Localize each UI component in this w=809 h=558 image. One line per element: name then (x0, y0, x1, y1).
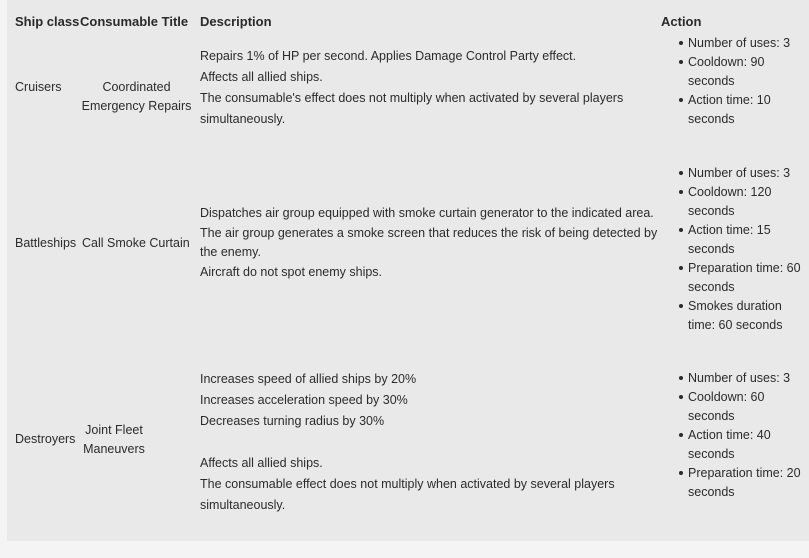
action-item: Preparation time: 20 seconds (661, 464, 809, 502)
description-line: Affects all allied ships. (200, 70, 323, 84)
action-item: Number of uses: 3 (661, 369, 809, 388)
header-consumable-title: Consumable Title (80, 14, 189, 29)
description-line: Affects all allied ships. (200, 456, 323, 470)
table-row-ship-class: Destroyers (15, 432, 76, 446)
table-row-actions (661, 34, 809, 129)
header-ship-class: Ship class (15, 14, 80, 29)
action-item: Smokes duration time: 60 seconds (661, 297, 809, 335)
description-line: Decreases turning radius by 30% (200, 414, 385, 428)
action-item: Preparation time: 60 seconds (661, 259, 809, 297)
action-item: Number of uses: 3 (661, 164, 809, 183)
action-item: Number of uses: 3 (661, 34, 809, 53)
description-line: The consumable's effect does not multiply when activated by several players simultaneously. (200, 91, 624, 126)
description-line: Repairs 1% of HP per second. Applies Damage Control Party effect. (200, 49, 577, 63)
description-line: The consumable effect does not multiply when activated by several players simultaneously. (200, 477, 615, 512)
action-item: Action time: 40 seconds (661, 426, 809, 464)
table-row-description (200, 203, 665, 283)
description-line: Increases speed of allied ships by 20% (200, 372, 417, 386)
description-line: The air group generates a smoke screen that reduces the risk of being detected by the enemy. (200, 226, 658, 259)
table-row-description (200, 46, 660, 130)
table-row-ship-class: Cruisers (15, 80, 62, 94)
consumables-table (7, 0, 809, 541)
description-line: Increases acceleration speed by 30% (200, 393, 408, 407)
action-item: Action time: 15 seconds (661, 221, 809, 259)
action-item: Cooldown: 120 seconds (661, 183, 809, 221)
table-row-actions (661, 369, 809, 502)
description-line: Aircraft do not spot enemy ships. (200, 265, 383, 279)
header-description: Description (200, 14, 272, 29)
table-row-ship-class: Battleships (15, 236, 77, 250)
action-item: Action time: 10 seconds (661, 91, 809, 129)
table-row-description (200, 369, 660, 516)
header-action: Action (661, 14, 702, 29)
action-item: Cooldown: 90 seconds (661, 53, 809, 91)
table-row-consumable-title: Joint Fleet Maneuvers (83, 423, 145, 456)
table-row-consumable-title: Coordinated Emergency Repairs (81, 80, 192, 113)
table-row-consumable-title: Call Smoke Curtain (82, 236, 190, 250)
action-item: Cooldown: 60 seconds (661, 388, 809, 426)
table-row-actions (661, 164, 809, 335)
description-line: Dispatches air group equipped with smoke curtain generator to the indicated area. (200, 206, 654, 220)
